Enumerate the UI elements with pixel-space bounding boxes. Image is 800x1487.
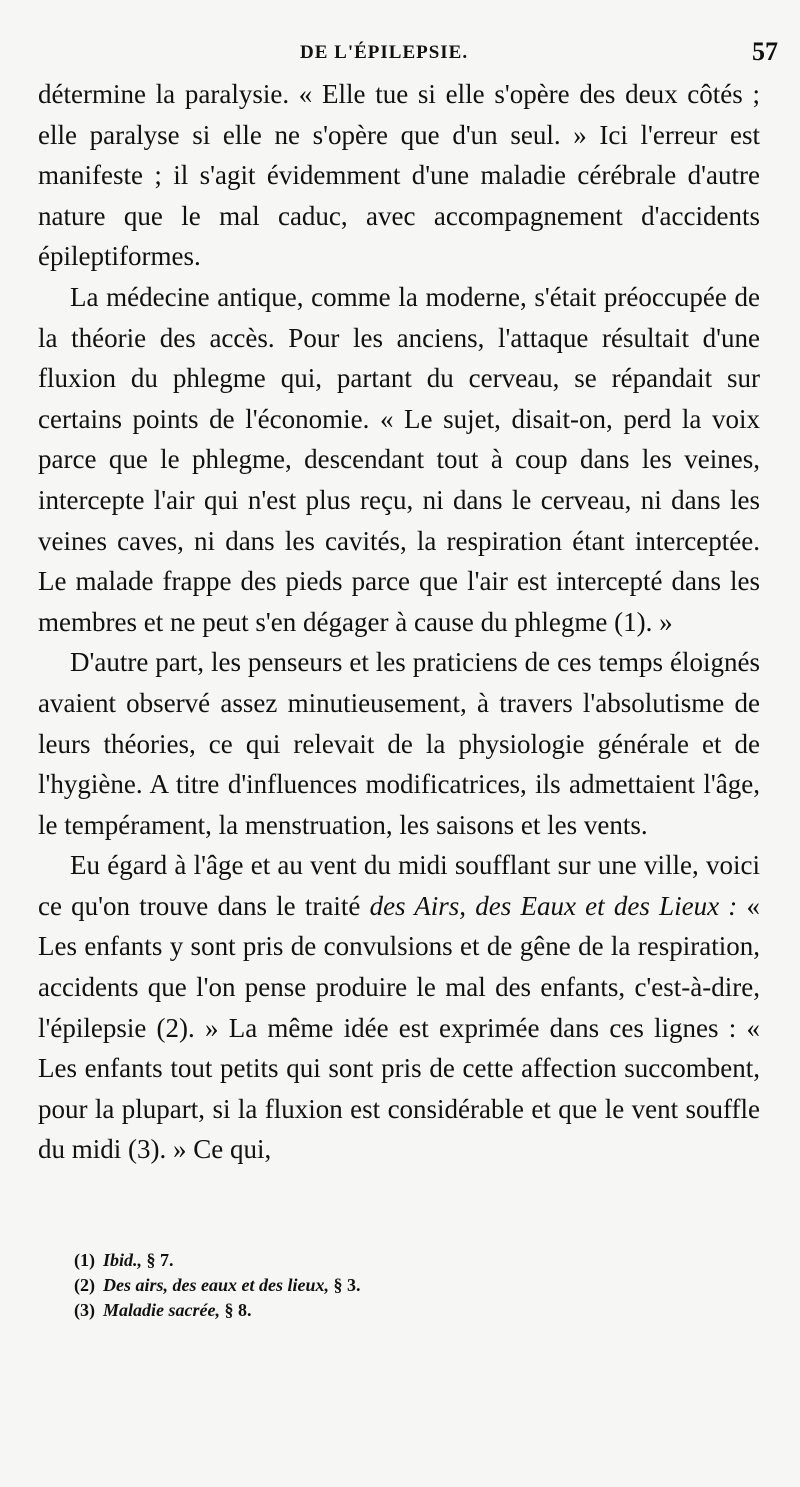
paragraph-4-rest: « Les enfants y sont pris de convulsions et de gêne de la respiration, accidents que l'on pense produire le mal des enfants, c'est-à-dire, l'épilepsie (2). » La même idée est exprimée dans ces lignes : « Les enfants tout petits qui sont pris de cette affection succombent, pour la plupart, si la fluxion est considérable et que le vent souffle du midi (3). » Ce qui, [38, 890, 760, 1165]
footnote-reference: § 3. [333, 1275, 361, 1295]
footnote-reference: § 8. [224, 1300, 252, 1320]
page-number: 57 [752, 37, 778, 66]
running-head: DE L'ÉPILEPSIE. [300, 42, 469, 63]
footnote-3 [74, 1298, 360, 1323]
footnote-2 [74, 1273, 360, 1298]
paragraph-1: détermine la paralysie. « Elle tue si elle s'opère des deux côtés ; elle paralyse si elle ne s'opère que d'un seul. » Ici l'erreur est manifeste ; il s'agit évidemment d'une maladie cérébrale d'autre nature que le mal caduc, avec accompagnement d'accidents épileptiformes. [38, 79, 760, 272]
footnote-number: (3) [74, 1300, 95, 1320]
footnote-1 [74, 1248, 360, 1273]
paragraph-2: La médecine antique, comme la moderne, s'était préoccupée de la théorie des accès. Pour les anciens, l'attaque résultait d'une fluxion du phlegme qui, partant du cerveau, se répandait sur certains points de l'économie. « Le sujet, disait-on, perd la voix parce que le phlegme, descendant tout à coup dans les veines, intercepte l'air qui n'est plus reçu, ni dans le cerveau, ni dans les veines caves, ni dans les cavités, la respiration étant interceptée. Le malade frappe des pieds parce que l'air est intercepté dans les membres et ne peut s'en dégager à cause du phlegme (1). » [38, 281, 760, 637]
treatise-title: des Airs, des Eaux et des Lieux : [369, 890, 738, 921]
footnote-source: Maladie sacrée, [103, 1300, 220, 1320]
footnotes [74, 1248, 360, 1323]
footnote-source: Des airs, des eaux et des lieux, [103, 1275, 329, 1295]
footnote-reference: § 7. [146, 1250, 174, 1270]
page-header [0, 34, 800, 70]
body-text [38, 74, 760, 1170]
paragraph-4-lead: Eu égard à l'âge et au vent du midi soufflant sur une ville, voici ce qu'on trouve dans le traité [38, 850, 760, 921]
paragraph-4 [38, 845, 760, 1170]
footnote-number: (2) [74, 1275, 95, 1295]
footnote-number: (1) [74, 1250, 95, 1270]
paragraph-3: D'autre part, les penseurs et les praticiens de ces temps éloignés avaient observé assez minutieusement, à travers l'absolutisme de leurs théories, ce qui relevait de la physiologie générale et de l'hygiène. A titre d'influences modificatrices, ils admettaient l'âge, le tempérament, la menstruation, les saisons et les vents. [38, 647, 760, 840]
footnote-source: Ibid., [103, 1250, 143, 1270]
